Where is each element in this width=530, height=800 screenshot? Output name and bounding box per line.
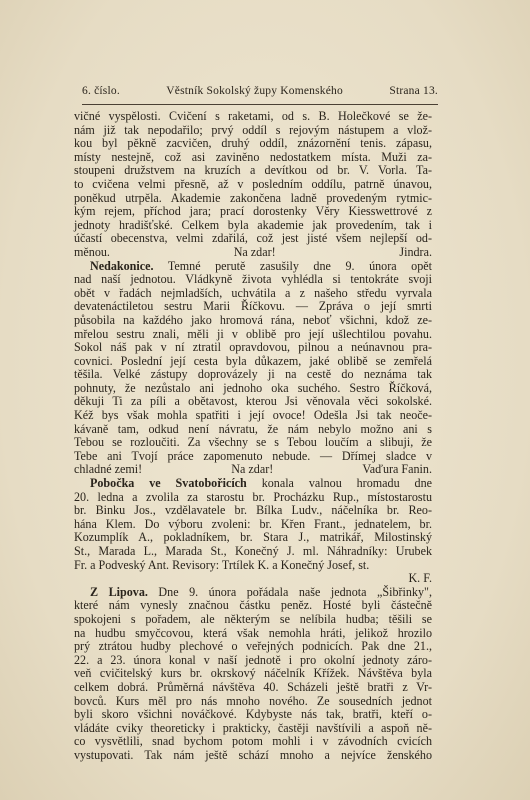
closing-text: chladné zemi!	[74, 462, 143, 477]
text-line: nám již tak nepodařilo; prvý oddíl s rejovým nástupem a vlož-	[74, 122, 432, 137]
author-signature: Vaďura Fanin.	[362, 462, 432, 477]
issue-number: 6. číslo.	[82, 85, 120, 97]
text-line: těšila. Velké zástupy doprovázely ji na cestě do neznáma tak	[74, 367, 432, 382]
text-line: kým rejem, příchod jara; prací dorostenky Věry Kiesswettrové z	[74, 204, 432, 219]
heading-line-rest: Dne 9. února pořádala naše jednota „Šibřinky",	[158, 584, 432, 599]
text-line: Kéž bys však mohla spatřiti i její ovoce! Odešla Jsi tak neoče-	[74, 408, 432, 423]
closing-salute: Na zdar!	[233, 244, 276, 259]
journal-title: Věstník Sokolský župy Komenského	[166, 85, 343, 97]
article-svatoborice	[74, 477, 432, 586]
text-line	[74, 477, 432, 491]
text-line: poněkud utrpěla. Akademie zakončena ladně provedeným rytmic-	[74, 190, 432, 205]
text-line: kou byl pěkně zacvičen, druhý oddíl, znázornění tenis. zápasu,	[74, 136, 432, 151]
text-line: to cvičena velmi přesně, až v posledním oddílu, patrně únavou,	[74, 176, 432, 191]
text-line: mřelou sestru znali, měli ji v oblibě pro její ušlechtilou povahu.	[74, 326, 432, 341]
text-line: 22. a 23. února konal v naší jednotě i pro okolní jednoty záro-	[74, 652, 432, 667]
page-header	[82, 85, 438, 97]
body-text	[74, 110, 432, 763]
text-line: celkem dobrá. Průměrná návštěva 40. Scházeli ještě bratři z Vr-	[74, 679, 432, 694]
header-rule	[82, 104, 438, 105]
text-line: br. Binku Jos., vzdělavatele br. Bílka Ludv., náčelníka br. Reo-	[74, 503, 432, 518]
text-line: vystupovati. Tak nám ještě schází mnoho a nejvíce ženského	[74, 747, 432, 762]
text-line: vládáte cviky theoreticky i prakticky, častěji navštívili a aspoň ně-	[74, 720, 432, 735]
text-line: působila na každého jako hromová rána, neboť všichni, kdož ze-	[74, 312, 432, 327]
text-line: pohnuty, že nezůstalo ani jednoho oka suchého. Sestro Říčková,	[74, 380, 432, 395]
text-line: spokojeni s pořadem, ale některým se nelíbila hudba; těšili se	[74, 611, 432, 626]
text-line: 20. ledna a zvolila za starostu br. Procházku Rup., místostarostu	[74, 489, 432, 504]
article-closing	[74, 463, 432, 477]
article-lipov	[74, 586, 432, 763]
text-line: hána Klem. Do výboru zvoleni: br. Křen Frant., jednatelem, br.	[74, 516, 432, 531]
article-heading: Z Lipova.	[90, 584, 148, 599]
text-line: jednoty hradišťské. Celkem byla akademie jak provedením, tak i	[74, 217, 432, 232]
text-line: byli skoro všichni nováčkové. Kdybyste nás tak, bratři, kteří o-	[74, 707, 432, 722]
text-line: prý ztrátou hudby plechové o veřejných podnicích. Pak dne 21.,	[74, 639, 432, 654]
text-line: Fr. a Podveský Ant. Revisory: Trtílek K. a Konečný Josef, st.	[74, 557, 370, 572]
closing-text: měnou.	[74, 244, 110, 259]
closing-salute: Na zdar!	[231, 462, 274, 477]
article-heading: Nedakonice.	[90, 258, 154, 273]
text-line: Sokol náš pak v ní ztratil opravdovou, pilnou a neúnavnou pra-	[74, 340, 432, 355]
text-line: místy nestejně, což asi zaviněno nedostatkem místa. Muži za-	[74, 149, 432, 164]
text-line: Kozumplík A., pokladníkem, br. Stara J., matrikář, Milostinský	[74, 530, 432, 545]
text-line: Tebe ani Tvojí práce zapomenuto nebude. — Dřímej sladce v	[74, 448, 432, 463]
text-line	[74, 260, 432, 274]
text-line: stoupeni družstvem na kruzích a devítkou od br. V. Vorla. Ta-	[74, 163, 432, 178]
text-line: bovců. Kurs měl pro nás mnoho nového. Ze sousedních jednot	[74, 693, 432, 708]
text-line: kávaně tam, odkud není návratu, že nám nebylo možno ani s	[74, 421, 432, 436]
author-signature: Jindra.	[399, 244, 432, 259]
text-line: devatenáctiletou sestru Marii Říčkovu. — Zpráva o její smrti	[74, 299, 432, 314]
text-line: co vysvětlili, snad bychom potom mohli i v závodních cvicích	[74, 734, 432, 749]
article-heading: Pobočka ve Svatobořicích	[90, 476, 247, 491]
article-continuation	[74, 110, 432, 260]
text-line: St., Marada L., Marada St., Konečný J. ml. Náhradníky: Urubek	[74, 544, 432, 558]
text-line: veň cvičitelský kurs br. okrskový náčelník Křížek. Návštěva byla	[74, 666, 432, 681]
page-number: Strana 13.	[389, 85, 438, 97]
text-line: obět v řadách nejmladších, uchvátila a z našeho středu vyrvala	[74, 285, 432, 300]
article-closing	[74, 246, 432, 260]
text-line: covnici. Poslední její cesta byla důkazem, jaké oblibě se zemřelá	[74, 353, 432, 368]
text-line: vičné vyspělosti. Cvičení s raketami, od s. B. Holečkové se že-	[74, 109, 432, 123]
text-line: které nám vynesly značnou částku peněz. Hosté byli částečně	[74, 598, 432, 613]
heading-line-rest: Temné perutě zasušily dne 9. února opět	[167, 258, 432, 273]
text-line: účastí obecenstva, velmi zdařilá, což jest jisté všem nejlepší od-	[74, 231, 432, 246]
text-line: na hudbu smyčcovou, která však nemohla hráti, jelikož hrozilo	[74, 625, 432, 640]
text-line: Tebou se rozloučiti. Za všechny se s Tebou loučím a slibuji, že	[74, 435, 432, 450]
text-line	[74, 586, 432, 600]
heading-line-rest: konala valnou hromadu dne	[261, 476, 432, 491]
text-line: děkuji Ti za píli a obětavost, kterou Jsi věnovala věci sokolské.	[74, 394, 432, 409]
text-line: nad naší jednotou. Vládkyně života vyhlédla si tentokráte svoji	[74, 272, 432, 287]
author-signature: K. F.	[408, 571, 432, 586]
article-nedakonice	[74, 260, 432, 478]
